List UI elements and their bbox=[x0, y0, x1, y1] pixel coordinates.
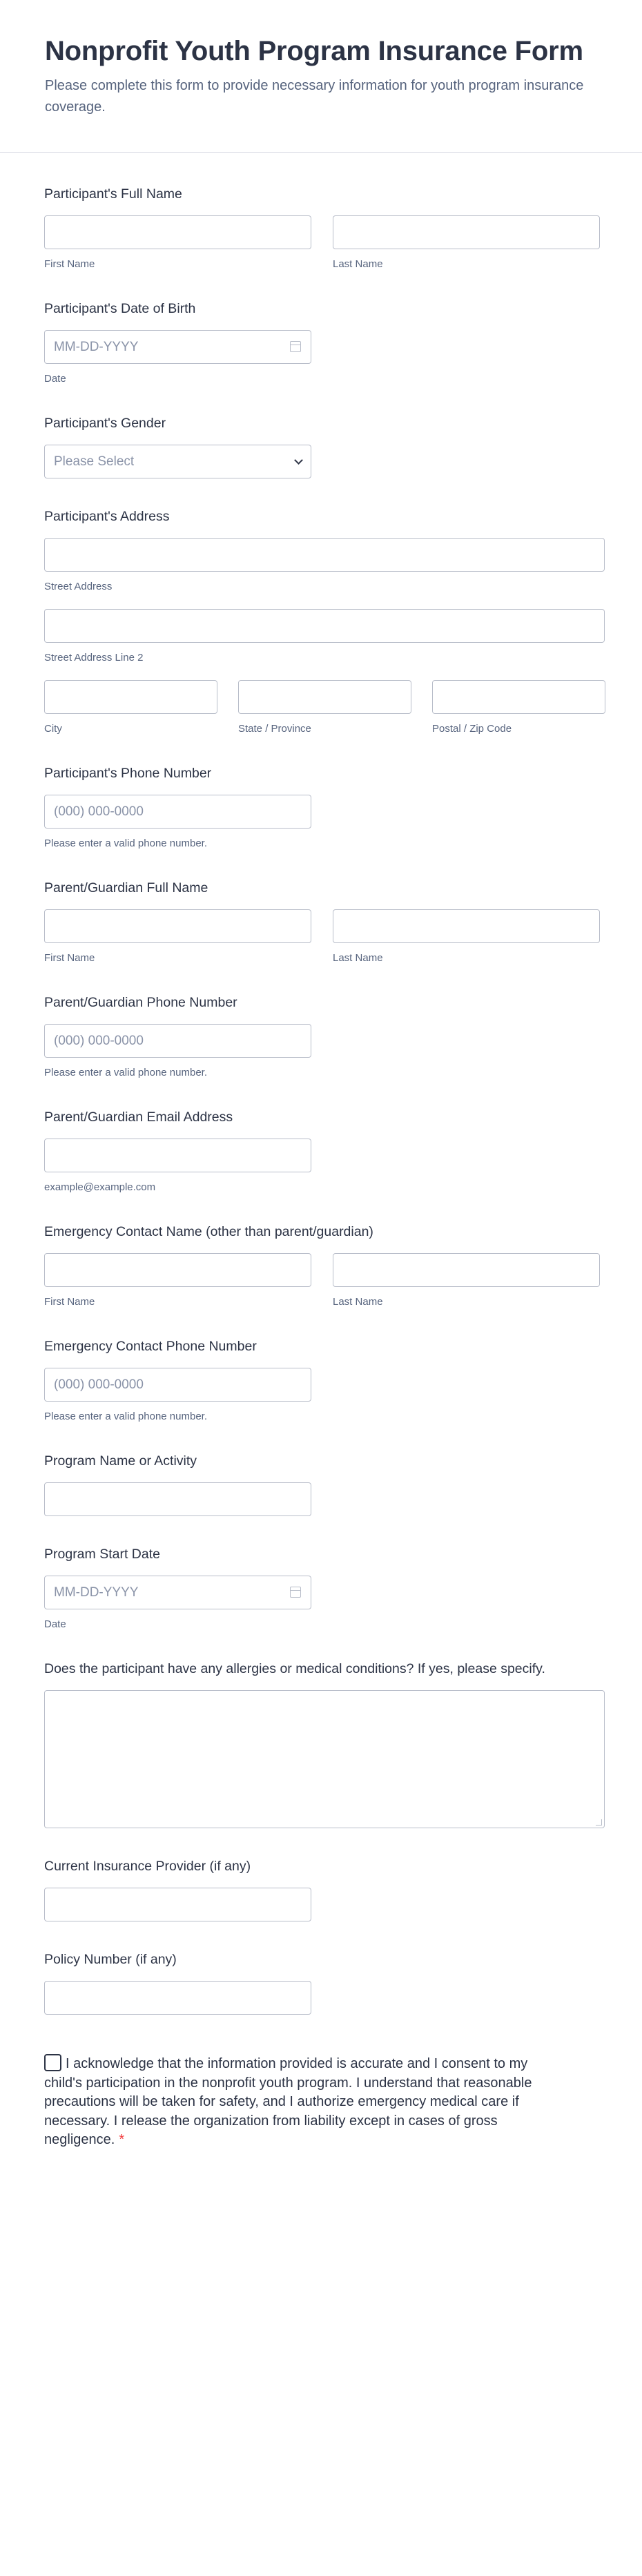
state-input[interactable] bbox=[238, 680, 411, 714]
program-start-date-input[interactable] bbox=[44, 1576, 311, 1609]
participant-first-name-input[interactable] bbox=[44, 215, 311, 249]
question-label: Participant's Full Name bbox=[44, 186, 182, 202]
medical-question bbox=[44, 1661, 605, 1828]
question-label: Participant's Gender bbox=[44, 416, 166, 431]
street-address-line2-input[interactable] bbox=[44, 609, 605, 643]
question-label: Participant's Phone Number bbox=[44, 766, 212, 781]
emergency-name-question bbox=[44, 1224, 605, 1308]
sublabel-phone: Please enter a valid phone number. bbox=[44, 1411, 207, 1422]
emergency-phone-input[interactable] bbox=[44, 1368, 311, 1402]
question-label: Program Name or Activity bbox=[44, 1453, 197, 1469]
participant-phone-input[interactable] bbox=[44, 795, 311, 829]
sublabel-email: example@example.com bbox=[44, 1181, 156, 1193]
policy-number-question bbox=[44, 1952, 605, 2015]
sublabel-state: State / Province bbox=[238, 723, 311, 735]
question-label: Emergency Contact Name (other than parent/guardian) bbox=[44, 1224, 373, 1239]
sublabel-street: Street Address bbox=[44, 581, 113, 592]
sublabel-last-name: Last Name bbox=[333, 1296, 383, 1308]
consent-text: I acknowledge that the information provided is accurate and I consent to my child's participation in the nonprofit youth program. I understand that reasonable precautions will be taken for safety, and I authorize emergency medical care if necessary. I release the organization from liability except in cases of gross negligence. bbox=[44, 2056, 532, 2147]
question-label: Program Start Date bbox=[44, 1547, 160, 1562]
question-label: Current Insurance Provider (if any) bbox=[44, 1859, 251, 1874]
sublabel-date: Date bbox=[44, 1618, 66, 1630]
emergency-phone-question bbox=[44, 1339, 605, 1423]
street-address-input[interactable] bbox=[44, 538, 605, 572]
phone-placeholder: (000) 000-0000 bbox=[54, 804, 144, 819]
emergency-last-name-input[interactable] bbox=[333, 1253, 600, 1287]
sublabel-phone: Please enter a valid phone number. bbox=[44, 1067, 207, 1078]
form-subtitle: Please complete this form to provide necessary information for youth program insurance coverage. bbox=[45, 78, 584, 115]
insurance-provider-question bbox=[44, 1859, 605, 1921]
phone-placeholder: (000) 000-0000 bbox=[54, 1377, 144, 1392]
guardian-first-name-input[interactable] bbox=[44, 909, 311, 943]
question-label: Policy Number (if any) bbox=[44, 1952, 177, 1967]
phone-placeholder: (000) 000-0000 bbox=[54, 1033, 144, 1048]
emergency-first-name-input[interactable] bbox=[44, 1253, 311, 1287]
guardian-email-question bbox=[44, 1110, 605, 1194]
sublabel-first-name: First Name bbox=[44, 952, 95, 964]
required-mark: * bbox=[119, 2132, 125, 2147]
sublabel-street2: Street Address Line 2 bbox=[44, 652, 144, 664]
sublabel-date: Date bbox=[44, 373, 66, 385]
question-label: Participant's Date of Birth bbox=[44, 301, 196, 316]
participant-name-question bbox=[44, 186, 605, 271]
program-name-input[interactable] bbox=[44, 1482, 311, 1516]
participant-last-name-input[interactable] bbox=[333, 215, 600, 249]
sublabel-last-name: Last Name bbox=[333, 952, 383, 964]
question-label: Participant's Address bbox=[44, 509, 170, 524]
participant-phone-question bbox=[44, 766, 605, 850]
participant-dob-input[interactable] bbox=[44, 330, 311, 364]
form-header bbox=[0, 0, 642, 153]
guardian-phone-question bbox=[44, 995, 605, 1079]
participant-dob-question bbox=[44, 301, 605, 385]
resize-handle-icon[interactable] bbox=[596, 1819, 602, 1826]
guardian-phone-input[interactable] bbox=[44, 1024, 311, 1058]
date-placeholder: MM-DD-YYYY bbox=[54, 1585, 139, 1600]
question-label: Parent/Guardian Email Address bbox=[44, 1110, 233, 1125]
sublabel-last-name: Last Name bbox=[333, 258, 383, 270]
medical-textarea[interactable] bbox=[44, 1690, 605, 1828]
city-input[interactable] bbox=[44, 680, 217, 714]
insurance-provider-input[interactable] bbox=[44, 1888, 311, 1921]
guardian-last-name-input[interactable] bbox=[333, 909, 600, 943]
sublabel-first-name: First Name bbox=[44, 1296, 95, 1308]
policy-number-input[interactable] bbox=[44, 1981, 311, 2015]
participant-address-question bbox=[44, 509, 605, 735]
chevron-down-icon bbox=[294, 456, 303, 465]
consent-checkbox[interactable] bbox=[44, 2054, 61, 2071]
zip-input[interactable] bbox=[432, 680, 605, 714]
sublabel-city: City bbox=[44, 723, 62, 735]
form-title: Nonprofit Youth Program Insurance Form bbox=[45, 36, 583, 66]
participant-gender-select[interactable] bbox=[44, 445, 311, 478]
sublabel-phone: Please enter a valid phone number. bbox=[44, 837, 207, 849]
sublabel-zip: Postal / Zip Code bbox=[432, 723, 512, 735]
calendar-icon[interactable] bbox=[290, 341, 301, 352]
participant-gender-question bbox=[44, 416, 605, 478]
consent-checkbox-row[interactable] bbox=[44, 2054, 548, 2150]
form-body bbox=[0, 186, 642, 2150]
question-label: Does the participant have any allergies or medical conditions? If yes, please specify. bbox=[44, 1661, 545, 1676]
calendar-icon[interactable] bbox=[290, 1587, 301, 1598]
sublabel-first-name: First Name bbox=[44, 258, 95, 270]
date-placeholder: MM-DD-YYYY bbox=[54, 339, 139, 354]
question-label: Emergency Contact Phone Number bbox=[44, 1339, 257, 1354]
program-name-question bbox=[44, 1453, 605, 1516]
guardian-email-input[interactable] bbox=[44, 1139, 311, 1172]
question-label: Parent/Guardian Full Name bbox=[44, 880, 208, 895]
question-label: Parent/Guardian Phone Number bbox=[44, 995, 237, 1010]
program-start-question bbox=[44, 1547, 605, 1631]
select-value: Please Select bbox=[54, 454, 135, 469]
guardian-name-question bbox=[44, 880, 605, 965]
